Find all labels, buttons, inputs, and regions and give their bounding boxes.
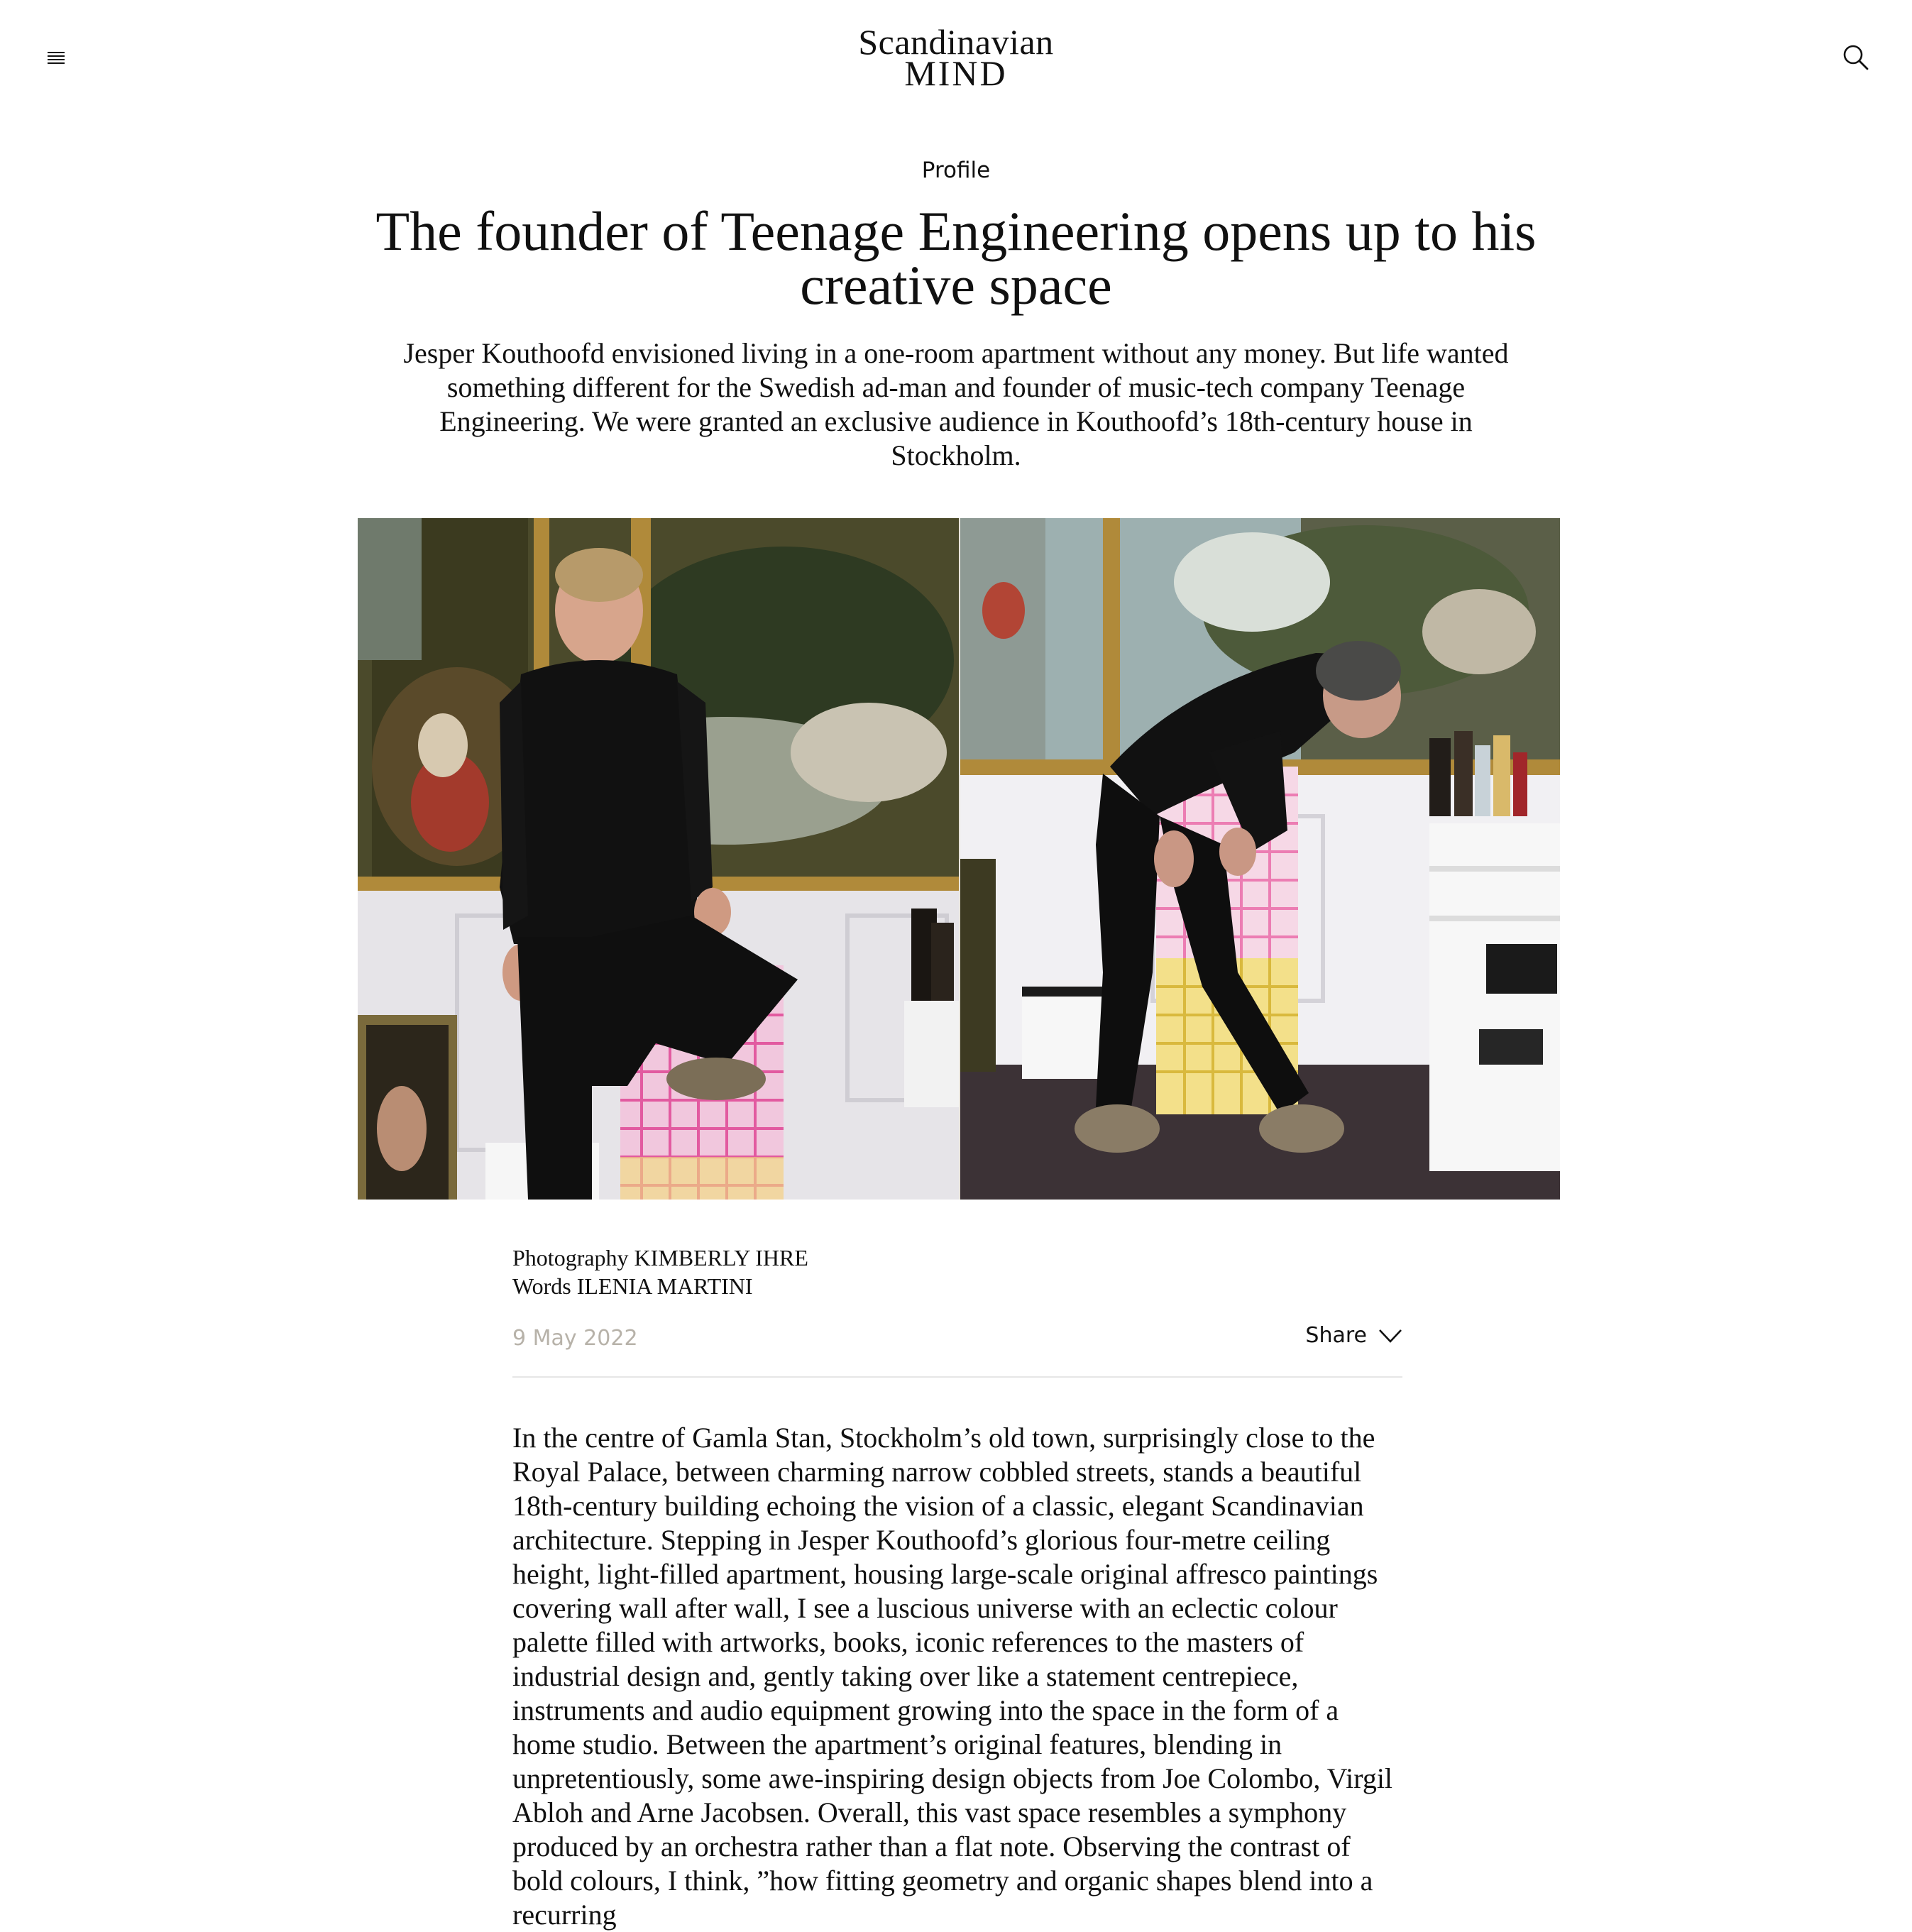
photo-credit-name[interactable]: KIMBERLY IHRE <box>634 1245 808 1270</box>
photo-credit <box>512 1244 808 1272</box>
share-button[interactable] <box>1305 1323 1402 1348</box>
site-header <box>0 0 1912 114</box>
article-headline: The founder of Teenage Engineering opens up to his creative space <box>375 200 1537 316</box>
photo-credit-label: Photography <box>512 1245 629 1270</box>
share-label: Share <box>1305 1323 1367 1348</box>
article-body-paragraph: In the centre of Gamla Stan, Stockholm’s old town, surprisingly close to the Royal Palace, between charming narrow cobbled streets, stands a beautiful 18th-century building echoing the vision of a classic, elegant Scandinavian architecture. Stepping in Jesper Kouthoofd’s glorious four-metre ceiling height, light-filled apartment, housing large-scale original affresco paintings covering wall after wall, I see a luscious universe with an eclectic colour palette filled with artworks, books, iconic references to the masters of industrial design and, gently taking over like a statement centrepiece, instruments and audio equipment growing into the space in the form of a home studio. Between the apartment’s original features, blending in unpretentiously, some awe-inspiring design objects from Joe Colombo, Virgil Abloh and Arne Jacobsen. Overall, this vast space resembles a symphony produced by an orchestra rather than a flat note. Observing the contrast of bold colours, I think, ”how fitting geometry and organic shapes blend into a recurring <box>512 1422 1393 1931</box>
article-meta-row <box>512 1320 1402 1360</box>
words-credit-label: Words <box>512 1273 571 1299</box>
logo-line-1: Scandinavian <box>858 22 1054 62</box>
article-credits <box>512 1244 808 1300</box>
search-button[interactable] <box>1840 41 1872 74</box>
hero-photo <box>358 518 1560 1200</box>
chevron-down-icon <box>1378 1328 1402 1344</box>
article-category[interactable]: Profile <box>921 158 991 183</box>
words-credit-name[interactable]: ILENIA MARTINI <box>576 1273 753 1299</box>
article-standfirst: Jesper Kouthoofd envisioned living in a one-room apartment without any money. But life wanted something different for the Swedish ad-man and founder of music-tech company Teenage Engineering. We were granted an exclusive audience in Kouthoofd’s 18th-century house in Stockholm. <box>403 337 1509 471</box>
search-icon <box>1840 43 1872 72</box>
site-logo[interactable] <box>858 24 1053 91</box>
hamburger-menu-icon <box>43 50 71 66</box>
right-photo-panel <box>960 518 1560 1200</box>
publish-date: 9 May 2022 <box>512 1326 638 1351</box>
left-photo-panel <box>358 518 960 1200</box>
menu-button[interactable] <box>43 44 71 72</box>
logo-line-2: MIND <box>904 53 1008 93</box>
words-credit <box>512 1272 808 1300</box>
meta-divider <box>512 1376 1402 1378</box>
